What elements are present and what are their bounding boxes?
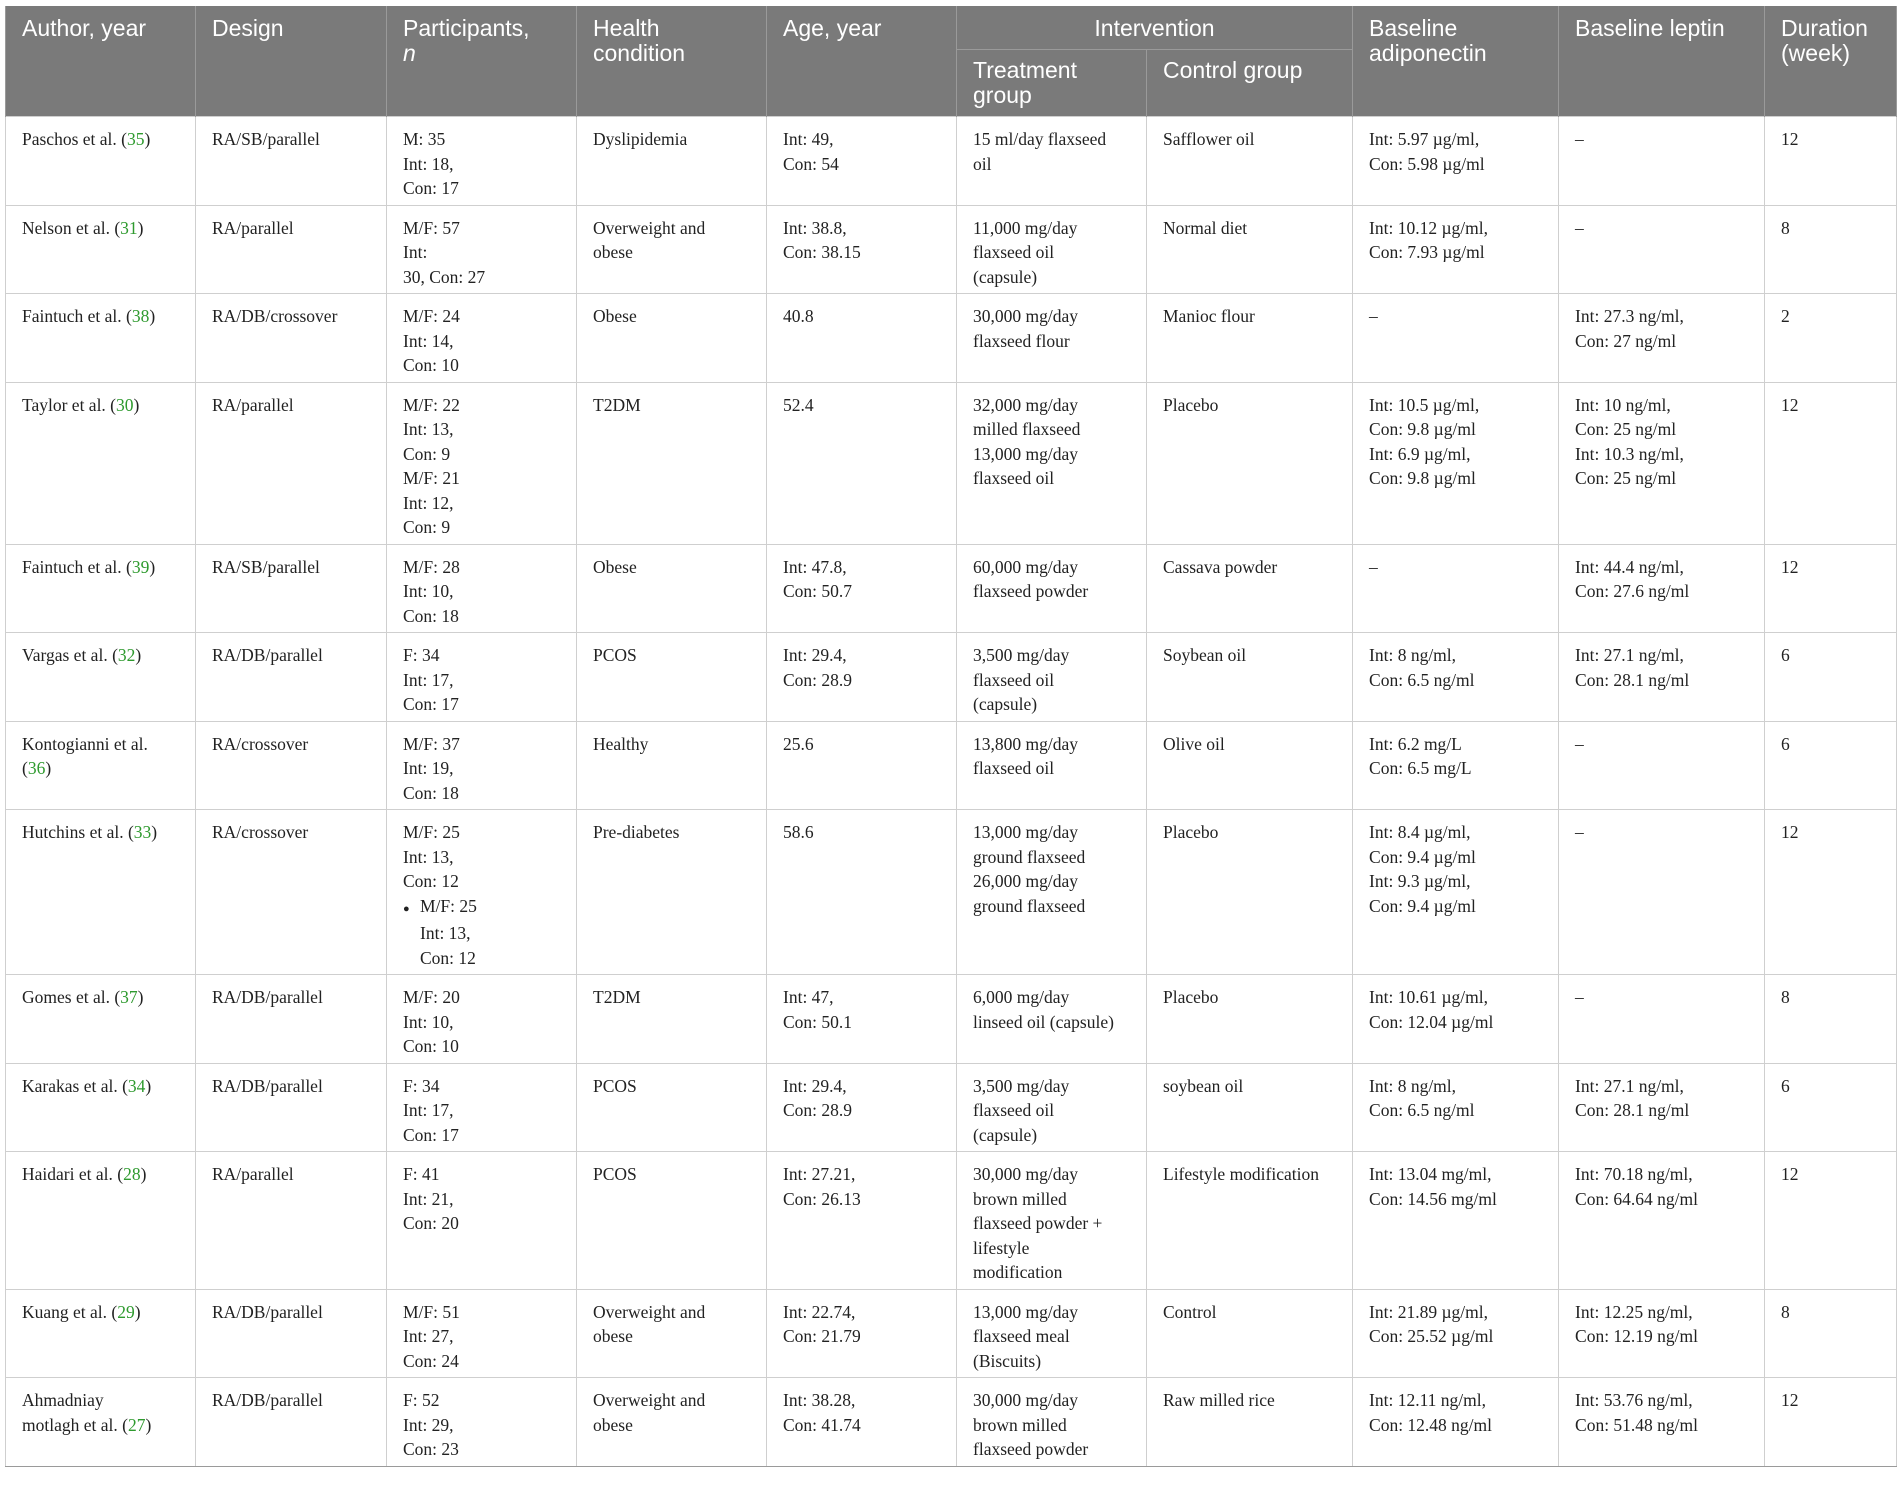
cell-health: T2DM [577,975,767,1064]
cell-control: Raw milled rice [1147,1378,1353,1467]
cell-control: Soybean oil [1147,633,1353,722]
cell-treatment: 32,000 mg/day milled flaxseed 13,000 mg/day flaxseed oil [957,382,1147,544]
cell-design: RA/DB/crossover [196,294,387,383]
cell-health: PCOS [577,1152,767,1290]
header-participants-n: n [403,40,416,66]
cell-age: Int: 49, Con: 54 [767,117,957,206]
cell-participants: F: 52 Int: 29, Con: 23 [387,1378,577,1467]
author-paren-close: ) [137,217,144,238]
cell-duration: 6 [1765,721,1897,810]
participants-bullet-item [403,894,560,922]
header-treatment-group: Treatment group [957,50,1147,117]
study-characteristics-table [5,6,1897,1467]
cell-age: 52.4 [767,382,957,544]
cell-duration: 12 [1765,382,1897,544]
cell-health: Overweight and obese [577,1289,767,1378]
author-paren-close: ) [134,1301,141,1322]
cell-participants: M/F: 51 Int: 27, Con: 24 [387,1289,577,1378]
cell-age: Int: 27.21, Con: 26.13 [767,1152,957,1290]
table-row [6,294,1897,383]
author-paren-close: ) [145,1075,152,1096]
participants-text: M/F: 25 Int: 13, Con: 12 [403,822,460,891]
cell-author-year [6,294,196,383]
cell-adiponectin: Int: 10.5 µg/ml, Con: 9.8 µg/ml Int: 6.9 µg/ml, Con: 9.8 µg/ml [1353,382,1559,544]
cell-age: 58.6 [767,810,957,975]
cell-author-year [6,1289,196,1378]
table-row [6,810,1897,975]
cell-participants: M/F: 28 Int: 10, Con: 18 [387,544,577,633]
table-row [6,721,1897,810]
cell-adiponectin: Int: 8.4 µg/ml, Con: 9.4 µg/ml Int: 9.3 µg/ml, Con: 9.4 µg/ml [1353,810,1559,975]
cell-leptin: – [1559,810,1765,975]
cell-control: Control [1147,1289,1353,1378]
cell-control: Lifestyle modification [1147,1152,1353,1290]
reference-link[interactable]: 37 [120,987,138,1007]
author-paren-close: ) [149,306,156,326]
cell-duration: 12 [1765,1378,1897,1467]
cell-age: 40.8 [767,294,957,383]
cell-participants: M/F: 20 Int: 10, Con: 10 [387,975,577,1064]
cell-adiponectin: Int: 8 ng/ml, Con: 6.5 ng/ml [1353,1063,1559,1152]
cell-design: RA/crossover [196,810,387,975]
author-name: Taylor et al. ( [22,394,117,415]
cell-duration: 2 [1765,294,1897,383]
cell-health: Overweight and obese [577,1378,767,1467]
cell-control: Placebo [1147,810,1353,975]
cell-adiponectin: Int: 5.97 µg/ml, Con: 5.98 µg/ml [1353,117,1559,206]
cell-author-year [6,1063,196,1152]
table-row [6,205,1897,294]
cell-participants: M/F: 24 Int: 14, Con: 10 [387,294,577,383]
cell-duration: 12 [1765,544,1897,633]
cell-age: Int: 22.74, Con: 21.79 [767,1289,957,1378]
table-row [6,633,1897,722]
reference-link[interactable]: 38 [131,306,150,326]
cell-treatment: 13,800 mg/day flaxseed oil [957,721,1147,810]
author-name: Faintuch et al. ( [22,556,132,577]
cell-design: RA/SB/parallel [196,117,387,206]
reference-link[interactable]: 36 [27,758,46,778]
cell-treatment: 3,500 mg/day flaxseed oil (capsule) [957,633,1147,722]
cell-leptin: Int: 70.18 ng/ml, Con: 64.64 ng/ml [1559,1152,1765,1290]
cell-treatment: 13,000 mg/day ground flaxseed 26,000 mg/day ground flaxseed [957,810,1147,975]
cell-author-year [6,975,196,1064]
cell-control: soybean oil [1147,1063,1353,1152]
cell-health: Overweight and obese [577,205,767,294]
author-paren-close: ) [144,129,151,149]
reference-link[interactable]: 29 [117,1301,135,1322]
header-control-group: Control group [1147,50,1353,117]
cell-duration: 6 [1765,633,1897,722]
table-row [6,1378,1897,1467]
cell-author-year [6,1378,196,1467]
cell-control: Placebo [1147,975,1353,1064]
cell-leptin: Int: 44.4 ng/ml, Con: 27.6 ng/ml [1559,544,1765,633]
header-duration-week: Duration (week) [1765,6,1897,117]
cell-health: Healthy [577,721,767,810]
cell-adiponectin: – [1353,544,1559,633]
reference-link[interactable]: 34 [127,1075,146,1096]
author-paren-close: ) [151,822,158,842]
author-name: Nelson et al. ( [22,217,121,238]
cell-design: RA/DB/parallel [196,633,387,722]
cell-leptin: Int: 27.3 ng/ml, Con: 27 ng/ml [1559,294,1765,383]
author-name: Kuang et al. ( [22,1301,118,1322]
author-name: Karakas et al. ( [22,1075,128,1096]
cell-age: Int: 29.4, Con: 28.9 [767,633,957,722]
cell-duration: 12 [1765,1152,1897,1290]
reference-link[interactable]: 33 [133,822,152,842]
reference-link[interactable]: 39 [131,556,150,577]
cell-treatment: 13,000 mg/day flaxseed meal (Biscuits) [957,1289,1147,1378]
table-row [6,544,1897,633]
cell-age: Int: 47.8, Con: 50.7 [767,544,957,633]
cell-design: RA/DB/parallel [196,1289,387,1378]
cell-control: Manioc flour [1147,294,1353,383]
cell-leptin: – [1559,975,1765,1064]
table-row [6,1063,1897,1152]
author-name: Kontogianni et al. ( [22,733,148,778]
reference-link[interactable]: 35 [126,129,145,149]
table-row [6,382,1897,544]
cell-health: Obese [577,544,767,633]
cell-health: Dyslipidemia [577,117,767,206]
cell-leptin: – [1559,721,1765,810]
cell-adiponectin: Int: 10.12 µg/ml, Con: 7.93 µg/ml [1353,205,1559,294]
cell-adiponectin: – [1353,294,1559,383]
table-row [6,1289,1897,1378]
author-paren-close: ) [140,1164,147,1184]
cell-design: RA/parallel [196,205,387,294]
cell-duration: 8 [1765,1289,1897,1378]
author-name: Gomes et al. ( [22,987,121,1007]
cell-design: RA/SB/parallel [196,544,387,633]
reference-link[interactable]: 32 [117,645,136,665]
cell-age: 25.6 [767,721,957,810]
cell-adiponectin: Int: 12.11 ng/ml, Con: 12.48 ng/ml [1353,1378,1559,1467]
cell-participants: M/F: 57 Int: 30, Con: 27 [387,205,577,294]
author-name: Hutchins et al. ( [22,822,134,842]
header-participants-label: Participants, [403,15,530,41]
cell-age: Int: 38.8, Con: 38.15 [767,205,957,294]
cell-leptin: Int: 53.76 ng/ml, Con: 51.48 ng/ml [1559,1378,1765,1467]
cell-adiponectin: Int: 10.61 µg/ml, Con: 12.04 µg/ml [1353,975,1559,1064]
header-baseline-adiponectin: Baseline adiponectin [1353,6,1559,117]
cell-age: Int: 29.4, Con: 28.9 [767,1063,957,1152]
cell-treatment: 15 ml/day flaxseed oil [957,117,1147,206]
cell-age: Int: 38.28, Con: 41.74 [767,1378,957,1467]
cell-adiponectin: Int: 6.2 mg/L Con: 6.5 mg/L [1353,721,1559,810]
author-paren-close: ) [135,645,142,665]
author-name: Vargas et al. ( [22,645,118,665]
cell-leptin: – [1559,205,1765,294]
cell-participants: F: 34 Int: 17, Con: 17 [387,633,577,722]
header-baseline-leptin: Baseline leptin [1559,6,1765,117]
cell-adiponectin: Int: 21.89 µg/ml, Con: 25.52 µg/ml [1353,1289,1559,1378]
reference-link[interactable]: 27 [127,1414,146,1435]
cell-design: RA/crossover [196,721,387,810]
cell-control: Normal diet [1147,205,1353,294]
cell-treatment: 6,000 mg/day linseed oil (capsule) [957,975,1147,1064]
cell-adiponectin: Int: 13.04 mg/ml, Con: 14.56 mg/ml [1353,1152,1559,1290]
cell-control: Placebo [1147,382,1353,544]
cell-adiponectin: Int: 8 ng/ml, Con: 6.5 ng/ml [1353,633,1559,722]
author-paren-close: ) [149,556,156,577]
cell-participants: F: 41 Int: 21, Con: 20 [387,1152,577,1290]
author-name: Paschos et al. ( [22,129,127,149]
cell-duration: 6 [1765,1063,1897,1152]
table-row [6,117,1897,206]
cell-leptin: – [1559,117,1765,206]
cell-treatment: 30,000 mg/day flaxseed flour [957,294,1147,383]
cell-health: Obese [577,294,767,383]
cell-control: Safflower oil [1147,117,1353,206]
cell-design: RA/DB/parallel [196,1378,387,1467]
cell-duration: 12 [1765,810,1897,975]
table-body [6,117,1897,1467]
cell-control: Cassava powder [1147,544,1353,633]
cell-leptin: Int: 27.1 ng/ml, Con: 28.1 ng/ml [1559,633,1765,722]
table-header [6,6,1897,117]
cell-health: PCOS [577,633,767,722]
cell-treatment: 3,500 mg/day flaxseed oil (capsule) [957,1063,1147,1152]
reference-link[interactable]: 31 [120,217,138,238]
table-row [6,1152,1897,1290]
cell-duration: 8 [1765,205,1897,294]
author-paren-close: ) [133,394,140,415]
author-paren-close: ) [137,987,144,1007]
header-participants [387,6,577,117]
cell-author-year [6,382,196,544]
cell-participants: M/F: 22 Int: 13, Con: 9 M/F: 21 Int: 12, Con: 9 [387,382,577,544]
header-health-condition: Health condition [577,6,767,117]
cell-health: T2DM [577,382,767,544]
cell-duration: 8 [1765,975,1897,1064]
cell-participants: M: 35 Int: 18, Con: 17 [387,117,577,206]
author-name: Haidari et al. ( [22,1164,124,1184]
header-design: Design [196,6,387,117]
cell-author-year [6,1152,196,1290]
cell-design: RA/DB/parallel [196,1063,387,1152]
reference-link[interactable]: 28 [123,1164,141,1184]
cell-age: Int: 47, Con: 50.1 [767,975,957,1064]
cell-control: Olive oil [1147,721,1353,810]
author-paren-close: ) [45,758,52,778]
cell-participants: F: 34 Int: 17, Con: 17 [387,1063,577,1152]
cell-design: RA/parallel [196,382,387,544]
cell-author-year [6,117,196,206]
cell-leptin: Int: 27.1 ng/ml, Con: 28.1 ng/ml [1559,1063,1765,1152]
participants-bullet-text: M/F: 25 [420,895,477,916]
cell-health: Pre-diabetes [577,810,767,975]
cell-treatment: 60,000 mg/day flaxseed powder [957,544,1147,633]
reference-link[interactable]: 30 [116,394,134,415]
header-intervention: Intervention [957,6,1353,50]
cell-design: RA/DB/parallel [196,975,387,1064]
cell-author-year [6,810,196,975]
author-paren-close: ) [145,1414,152,1435]
cell-treatment: 30,000 mg/day brown milled flaxseed powder + lifestyle modification [957,1152,1147,1290]
cell-author-year [6,721,196,810]
header-age-year: Age, year [767,6,957,117]
cell-author-year [6,633,196,722]
cell-treatment: 30,000 mg/day brown milled flaxseed powder [957,1378,1147,1467]
cell-author-year [6,544,196,633]
cell-participants [387,810,577,975]
table-row [6,975,1897,1064]
cell-leptin: Int: 12.25 ng/ml, Con: 12.19 ng/ml [1559,1289,1765,1378]
author-name: Faintuch et al. ( [22,306,132,326]
author-name: Ahmadniay motlagh et al. ( [22,1390,128,1435]
cell-author-year [6,205,196,294]
cell-leptin: Int: 10 ng/ml, Con: 25 ng/ml Int: 10.3 ng/ml, Con: 25 ng/ml [1559,382,1765,544]
cell-duration: 12 [1765,117,1897,206]
cell-health: PCOS [577,1063,767,1152]
header-author-year: Author, year [6,6,196,117]
cell-design: RA/parallel [196,1152,387,1290]
participants-bullet-rest: Int: 13, Con: 12 [420,923,476,968]
cell-participants: M/F: 37 Int: 19, Con: 18 [387,721,577,810]
cell-treatment: 11,000 mg/day flaxseed oil (capsule) [957,205,1147,294]
bullet-icon: ● [403,902,410,915]
